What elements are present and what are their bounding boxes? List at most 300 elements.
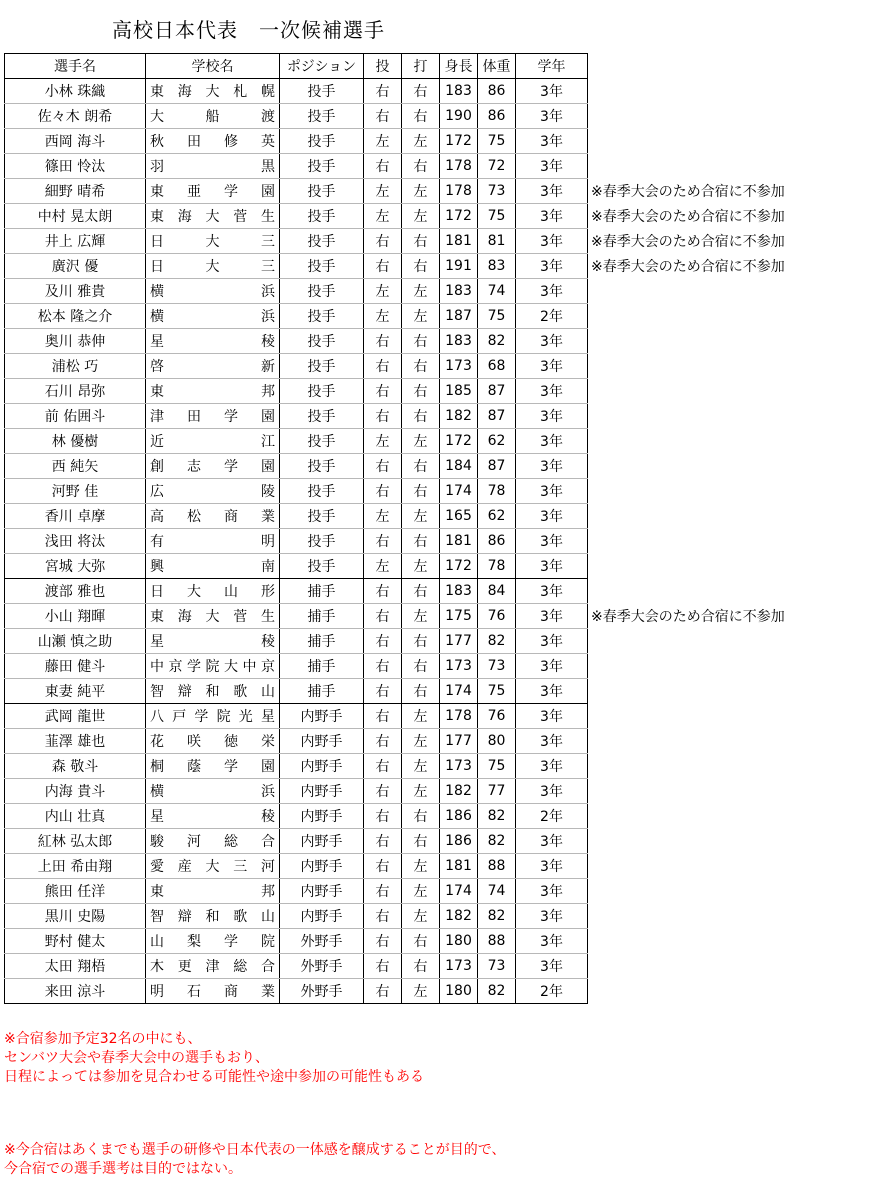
cell-school: 智辯和歌山: [146, 904, 280, 929]
cell-weight: 76: [478, 604, 516, 629]
cell-bats: 左: [402, 604, 440, 629]
cell-grade: 3年: [516, 604, 588, 629]
cell-height: 182: [440, 779, 478, 804]
cell-weight: 75: [478, 204, 516, 229]
cell-height: 177: [440, 729, 478, 754]
cell-throws: 右: [364, 404, 402, 429]
cell-bats: 右: [402, 629, 440, 654]
cell-bats: 左: [402, 979, 440, 1004]
cell-height: 183: [440, 79, 478, 104]
cell-weight: 82: [478, 979, 516, 1004]
cell-position: 投手: [280, 154, 364, 179]
cell-height: 180: [440, 929, 478, 954]
cell-grade: 3年: [516, 779, 588, 804]
table-row: [5, 604, 588, 629]
cell-name: 紅林 弘太郎: [5, 829, 146, 854]
cell-weight: 75: [478, 679, 516, 704]
table-row: [5, 904, 588, 929]
cell-bats: 左: [402, 879, 440, 904]
row-note: ※春季大会のため合宿に不参加: [591, 209, 785, 225]
cell-name: 前 佑囲斗: [5, 404, 146, 429]
cell-bats: 右: [402, 479, 440, 504]
cell-grade: 3年: [516, 79, 588, 104]
row-note: ※春季大会のため合宿に不参加: [591, 609, 785, 625]
cell-grade: 3年: [516, 679, 588, 704]
cell-height: 178: [440, 154, 478, 179]
cell-height: 165: [440, 504, 478, 529]
cell-weight: 82: [478, 629, 516, 654]
cell-weight: 86: [478, 79, 516, 104]
cell-throws: 右: [364, 154, 402, 179]
cell-height: 173: [440, 354, 478, 379]
table-row: [5, 679, 588, 704]
cell-school: 創志学園: [146, 454, 280, 479]
cell-position: 投手: [280, 454, 364, 479]
table-row: [5, 454, 588, 479]
cell-weight: 76: [478, 704, 516, 729]
cell-throws: 右: [364, 929, 402, 954]
cell-bats: 右: [402, 804, 440, 829]
cell-bats: 右: [402, 454, 440, 479]
cell-name: 熊田 任洋: [5, 879, 146, 904]
cell-weight: 87: [478, 404, 516, 429]
cell-school: 横浜: [146, 304, 280, 329]
cell-name: 細野 晴希: [5, 179, 146, 204]
cell-name: 宮城 大弥: [5, 554, 146, 579]
cell-school: 津田学園: [146, 404, 280, 429]
cell-school: 駿河総合: [146, 829, 280, 854]
cell-position: 外野手: [280, 979, 364, 1004]
cell-throws: 右: [364, 879, 402, 904]
cell-grade: 3年: [516, 829, 588, 854]
cell-bats: 左: [402, 754, 440, 779]
cell-position: 内野手: [280, 704, 364, 729]
cell-position: 内野手: [280, 879, 364, 904]
cell-throws: 左: [364, 179, 402, 204]
cell-grade: 3年: [516, 154, 588, 179]
cell-name: 中村 晃太朗: [5, 204, 146, 229]
cell-throws: 右: [364, 354, 402, 379]
table-row: [5, 929, 588, 954]
cell-grade: 3年: [516, 754, 588, 779]
table-row: [5, 579, 588, 604]
cell-grade: 3年: [516, 279, 588, 304]
cell-bats: 左: [402, 704, 440, 729]
table-row: [5, 254, 588, 279]
cell-weight: 73: [478, 654, 516, 679]
cell-school: 星稜: [146, 329, 280, 354]
cell-throws: 左: [364, 129, 402, 154]
cell-weight: 84: [478, 579, 516, 604]
cell-weight: 82: [478, 829, 516, 854]
cell-height: 174: [440, 679, 478, 704]
cell-bats: 左: [402, 779, 440, 804]
cell-school: 木更津総合: [146, 954, 280, 979]
footnote-2-line: 今合宿での選手選考は目的ではない。: [4, 1161, 242, 1177]
cell-position: 投手: [280, 229, 364, 254]
cell-grade: 3年: [516, 929, 588, 954]
cell-height: 174: [440, 879, 478, 904]
cell-height: 172: [440, 554, 478, 579]
cell-bats: 左: [402, 429, 440, 454]
cell-height: 178: [440, 179, 478, 204]
table-row: [5, 654, 588, 679]
cell-position: 投手: [280, 279, 364, 304]
table-row: [5, 479, 588, 504]
cell-height: 173: [440, 654, 478, 679]
footnote-1-line: ※合宿参加予定32名の中にも、: [4, 1031, 202, 1047]
cell-school: 有明: [146, 529, 280, 554]
cell-throws: 右: [364, 754, 402, 779]
cell-name: 上田 希由翔: [5, 854, 146, 879]
cell-throws: 右: [364, 579, 402, 604]
cell-throws: 右: [364, 629, 402, 654]
cell-school: 啓新: [146, 354, 280, 379]
cell-throws: 右: [364, 654, 402, 679]
cell-throws: 左: [364, 554, 402, 579]
cell-grade: 3年: [516, 129, 588, 154]
header-school: 学校名: [146, 54, 280, 79]
cell-position: 内野手: [280, 829, 364, 854]
cell-name: 佐々木 朗希: [5, 104, 146, 129]
cell-name: 小山 翔暉: [5, 604, 146, 629]
cell-school: 東邦: [146, 879, 280, 904]
cell-throws: 右: [364, 979, 402, 1004]
cell-name: 松本 隆之介: [5, 304, 146, 329]
cell-throws: 左: [364, 204, 402, 229]
roster-table: [4, 53, 588, 1004]
cell-weight: 73: [478, 954, 516, 979]
footnote-2: [4, 1141, 505, 1179]
cell-throws: 右: [364, 729, 402, 754]
cell-height: 183: [440, 329, 478, 354]
table-row: [5, 829, 588, 854]
cell-grade: 3年: [516, 529, 588, 554]
footnote-2-line: ※今合宿はあくまでも選手の研修や日本代表の一体感を醸成することが目的で、: [4, 1142, 506, 1158]
cell-height: 191: [440, 254, 478, 279]
cell-grade: 3年: [516, 629, 588, 654]
cell-position: 投手: [280, 554, 364, 579]
cell-name: 香川 卓摩: [5, 504, 146, 529]
cell-bats: 左: [402, 204, 440, 229]
cell-height: 182: [440, 404, 478, 429]
cell-height: 172: [440, 429, 478, 454]
cell-name: 野村 健太: [5, 929, 146, 954]
cell-bats: 左: [402, 554, 440, 579]
cell-throws: 右: [364, 454, 402, 479]
cell-height: 185: [440, 379, 478, 404]
cell-position: 投手: [280, 354, 364, 379]
cell-bats: 右: [402, 229, 440, 254]
cell-throws: 右: [364, 679, 402, 704]
cell-bats: 右: [402, 954, 440, 979]
cell-position: 投手: [280, 504, 364, 529]
cell-school: 興南: [146, 554, 280, 579]
cell-school: 秋田修英: [146, 129, 280, 154]
cell-bats: 左: [402, 279, 440, 304]
cell-throws: 右: [364, 329, 402, 354]
cell-school: 高松商業: [146, 504, 280, 529]
cell-grade: 3年: [516, 879, 588, 904]
table-row: [5, 529, 588, 554]
cell-grade: 3年: [516, 404, 588, 429]
cell-name: 篠田 怜汰: [5, 154, 146, 179]
table-row: [5, 554, 588, 579]
cell-name: 奥川 恭伸: [5, 329, 146, 354]
cell-bats: 右: [402, 654, 440, 679]
cell-bats: 右: [402, 404, 440, 429]
cell-grade: 2年: [516, 304, 588, 329]
cell-position: 外野手: [280, 954, 364, 979]
cell-name: 廣沢 優: [5, 254, 146, 279]
cell-bats: 右: [402, 154, 440, 179]
cell-grade: 3年: [516, 954, 588, 979]
cell-height: 186: [440, 804, 478, 829]
cell-weight: 82: [478, 329, 516, 354]
table-row: [5, 954, 588, 979]
cell-bats: 右: [402, 254, 440, 279]
cell-school: 山梨学院: [146, 929, 280, 954]
cell-bats: 右: [402, 929, 440, 954]
header-position: ポジション: [280, 54, 364, 79]
cell-throws: 右: [364, 704, 402, 729]
cell-bats: 左: [402, 729, 440, 754]
cell-weight: 87: [478, 379, 516, 404]
cell-school: 広陵: [146, 479, 280, 504]
cell-name: 林 優樹: [5, 429, 146, 454]
cell-height: 184: [440, 454, 478, 479]
table-row: [5, 754, 588, 779]
cell-name: 韮澤 雄也: [5, 729, 146, 754]
cell-position: 内野手: [280, 729, 364, 754]
cell-school: 花咲徳栄: [146, 729, 280, 754]
cell-height: 187: [440, 304, 478, 329]
cell-school: 愛産大三河: [146, 854, 280, 879]
cell-grade: 3年: [516, 204, 588, 229]
cell-position: 投手: [280, 179, 364, 204]
cell-height: 186: [440, 829, 478, 854]
cell-throws: 右: [364, 529, 402, 554]
table-row: [5, 979, 588, 1004]
cell-position: 内野手: [280, 854, 364, 879]
cell-throws: 右: [364, 904, 402, 929]
cell-position: 投手: [280, 304, 364, 329]
cell-throws: 右: [364, 104, 402, 129]
footnote-1-line: 日程によっては参加を見合わせる可能性や途中参加の可能性もある: [4, 1069, 424, 1085]
cell-weight: 83: [478, 254, 516, 279]
cell-height: 173: [440, 754, 478, 779]
cell-bats: 左: [402, 304, 440, 329]
header-height: 身長: [440, 54, 478, 79]
cell-height: 183: [440, 279, 478, 304]
cell-grade: 3年: [516, 329, 588, 354]
cell-height: 172: [440, 129, 478, 154]
cell-throws: 右: [364, 379, 402, 404]
cell-weight: 62: [478, 504, 516, 529]
cell-throws: 右: [364, 804, 402, 829]
cell-weight: 80: [478, 729, 516, 754]
table-row: [5, 854, 588, 879]
table-row: [5, 704, 588, 729]
cell-grade: 3年: [516, 354, 588, 379]
cell-height: 182: [440, 904, 478, 929]
cell-grade: 3年: [516, 504, 588, 529]
cell-throws: 左: [364, 429, 402, 454]
cell-name: 石川 昂弥: [5, 379, 146, 404]
table-row: [5, 154, 588, 179]
cell-position: 投手: [280, 79, 364, 104]
cell-school: 横浜: [146, 779, 280, 804]
cell-position: 投手: [280, 429, 364, 454]
cell-name: 太田 翔梧: [5, 954, 146, 979]
cell-height: 183: [440, 579, 478, 604]
cell-bats: 右: [402, 79, 440, 104]
cell-school: 東亜学園: [146, 179, 280, 204]
cell-position: 投手: [280, 529, 364, 554]
cell-weight: 78: [478, 479, 516, 504]
cell-height: 172: [440, 204, 478, 229]
cell-school: 横浜: [146, 279, 280, 304]
table-row: [5, 204, 588, 229]
cell-throws: 左: [364, 279, 402, 304]
cell-position: 内野手: [280, 804, 364, 829]
cell-school: 東海大菅生: [146, 604, 280, 629]
cell-weight: 88: [478, 929, 516, 954]
cell-weight: 75: [478, 304, 516, 329]
cell-school: 東邦: [146, 379, 280, 404]
cell-grade: 3年: [516, 854, 588, 879]
cell-school: 羽黒: [146, 154, 280, 179]
cell-throws: 右: [364, 254, 402, 279]
cell-height: 177: [440, 629, 478, 654]
cell-throws: 右: [364, 604, 402, 629]
cell-height: 175: [440, 604, 478, 629]
cell-grade: 2年: [516, 804, 588, 829]
table-row: [5, 804, 588, 829]
cell-name: 東妻 純平: [5, 679, 146, 704]
cell-name: 藤田 健斗: [5, 654, 146, 679]
header-bats: 打: [402, 54, 440, 79]
cell-weight: 74: [478, 279, 516, 304]
cell-height: 180: [440, 979, 478, 1004]
cell-weight: 78: [478, 554, 516, 579]
table-row: [5, 779, 588, 804]
cell-grade: 3年: [516, 379, 588, 404]
cell-name: 及川 雅貴: [5, 279, 146, 304]
table-row: [5, 279, 588, 304]
cell-height: 181: [440, 529, 478, 554]
cell-throws: 右: [364, 779, 402, 804]
cell-name: 渡部 雅也: [5, 579, 146, 604]
cell-grade: 3年: [516, 904, 588, 929]
header-grade: 学年: [516, 54, 588, 79]
cell-bats: 右: [402, 679, 440, 704]
cell-school: 大船渡: [146, 104, 280, 129]
cell-school: 中京学院大中京: [146, 654, 280, 679]
cell-throws: 右: [364, 854, 402, 879]
cell-height: 178: [440, 704, 478, 729]
cell-height: 181: [440, 854, 478, 879]
cell-name: 内海 貴斗: [5, 779, 146, 804]
cell-grade: 3年: [516, 479, 588, 504]
cell-school: 星稜: [146, 629, 280, 654]
cell-grade: 3年: [516, 104, 588, 129]
cell-bats: 左: [402, 904, 440, 929]
table-row: [5, 129, 588, 154]
cell-name: 西岡 海斗: [5, 129, 146, 154]
cell-name: 西 純矢: [5, 454, 146, 479]
cell-weight: 77: [478, 779, 516, 804]
cell-weight: 73: [478, 179, 516, 204]
row-note: ※春季大会のため合宿に不参加: [591, 184, 785, 200]
cell-weight: 87: [478, 454, 516, 479]
table-row: [5, 879, 588, 904]
cell-name: 黒川 史陽: [5, 904, 146, 929]
row-note: ※春季大会のため合宿に不参加: [591, 234, 785, 250]
cell-name: 来田 涼斗: [5, 979, 146, 1004]
cell-throws: 右: [364, 79, 402, 104]
cell-position: 内野手: [280, 754, 364, 779]
cell-grade: 3年: [516, 254, 588, 279]
cell-weight: 82: [478, 904, 516, 929]
table-row: [5, 104, 588, 129]
document-title: 高校日本代表 一次候補選手: [112, 18, 385, 42]
cell-position: 捕手: [280, 604, 364, 629]
cell-school: 明石商業: [146, 979, 280, 1004]
footnote-1-line: センバツ大会や春季大会中の選手もおり、: [4, 1050, 270, 1066]
header-name: 選手名: [5, 54, 146, 79]
cell-school: 智辯和歌山: [146, 679, 280, 704]
cell-throws: 右: [364, 954, 402, 979]
cell-position: 投手: [280, 204, 364, 229]
cell-weight: 86: [478, 104, 516, 129]
cell-weight: 82: [478, 804, 516, 829]
cell-school: 東海大菅生: [146, 204, 280, 229]
cell-weight: 75: [478, 754, 516, 779]
cell-name: 山瀬 慎之助: [5, 629, 146, 654]
table-row: [5, 629, 588, 654]
row-note: ※春季大会のため合宿に不参加: [591, 259, 785, 275]
cell-name: 浦松 巧: [5, 354, 146, 379]
cell-throws: 右: [364, 479, 402, 504]
cell-grade: 2年: [516, 979, 588, 1004]
cell-bats: 左: [402, 129, 440, 154]
cell-grade: 3年: [516, 554, 588, 579]
cell-throws: 右: [364, 229, 402, 254]
cell-grade: 3年: [516, 429, 588, 454]
cell-position: 投手: [280, 104, 364, 129]
header-row: [5, 54, 588, 79]
cell-school: 桐蔭学園: [146, 754, 280, 779]
cell-grade: 3年: [516, 229, 588, 254]
cell-school: 日大三: [146, 254, 280, 279]
cell-height: 174: [440, 479, 478, 504]
header-weight: 体重: [478, 54, 516, 79]
cell-school: 星稜: [146, 804, 280, 829]
cell-position: 捕手: [280, 679, 364, 704]
cell-position: 内野手: [280, 779, 364, 804]
table-row: [5, 79, 588, 104]
cell-bats: 右: [402, 329, 440, 354]
cell-school: 八戸学院光星: [146, 704, 280, 729]
cell-height: 173: [440, 954, 478, 979]
cell-bats: 左: [402, 854, 440, 879]
cell-position: 外野手: [280, 929, 364, 954]
cell-height: 181: [440, 229, 478, 254]
table-row: [5, 729, 588, 754]
cell-bats: 右: [402, 529, 440, 554]
cell-position: 捕手: [280, 629, 364, 654]
